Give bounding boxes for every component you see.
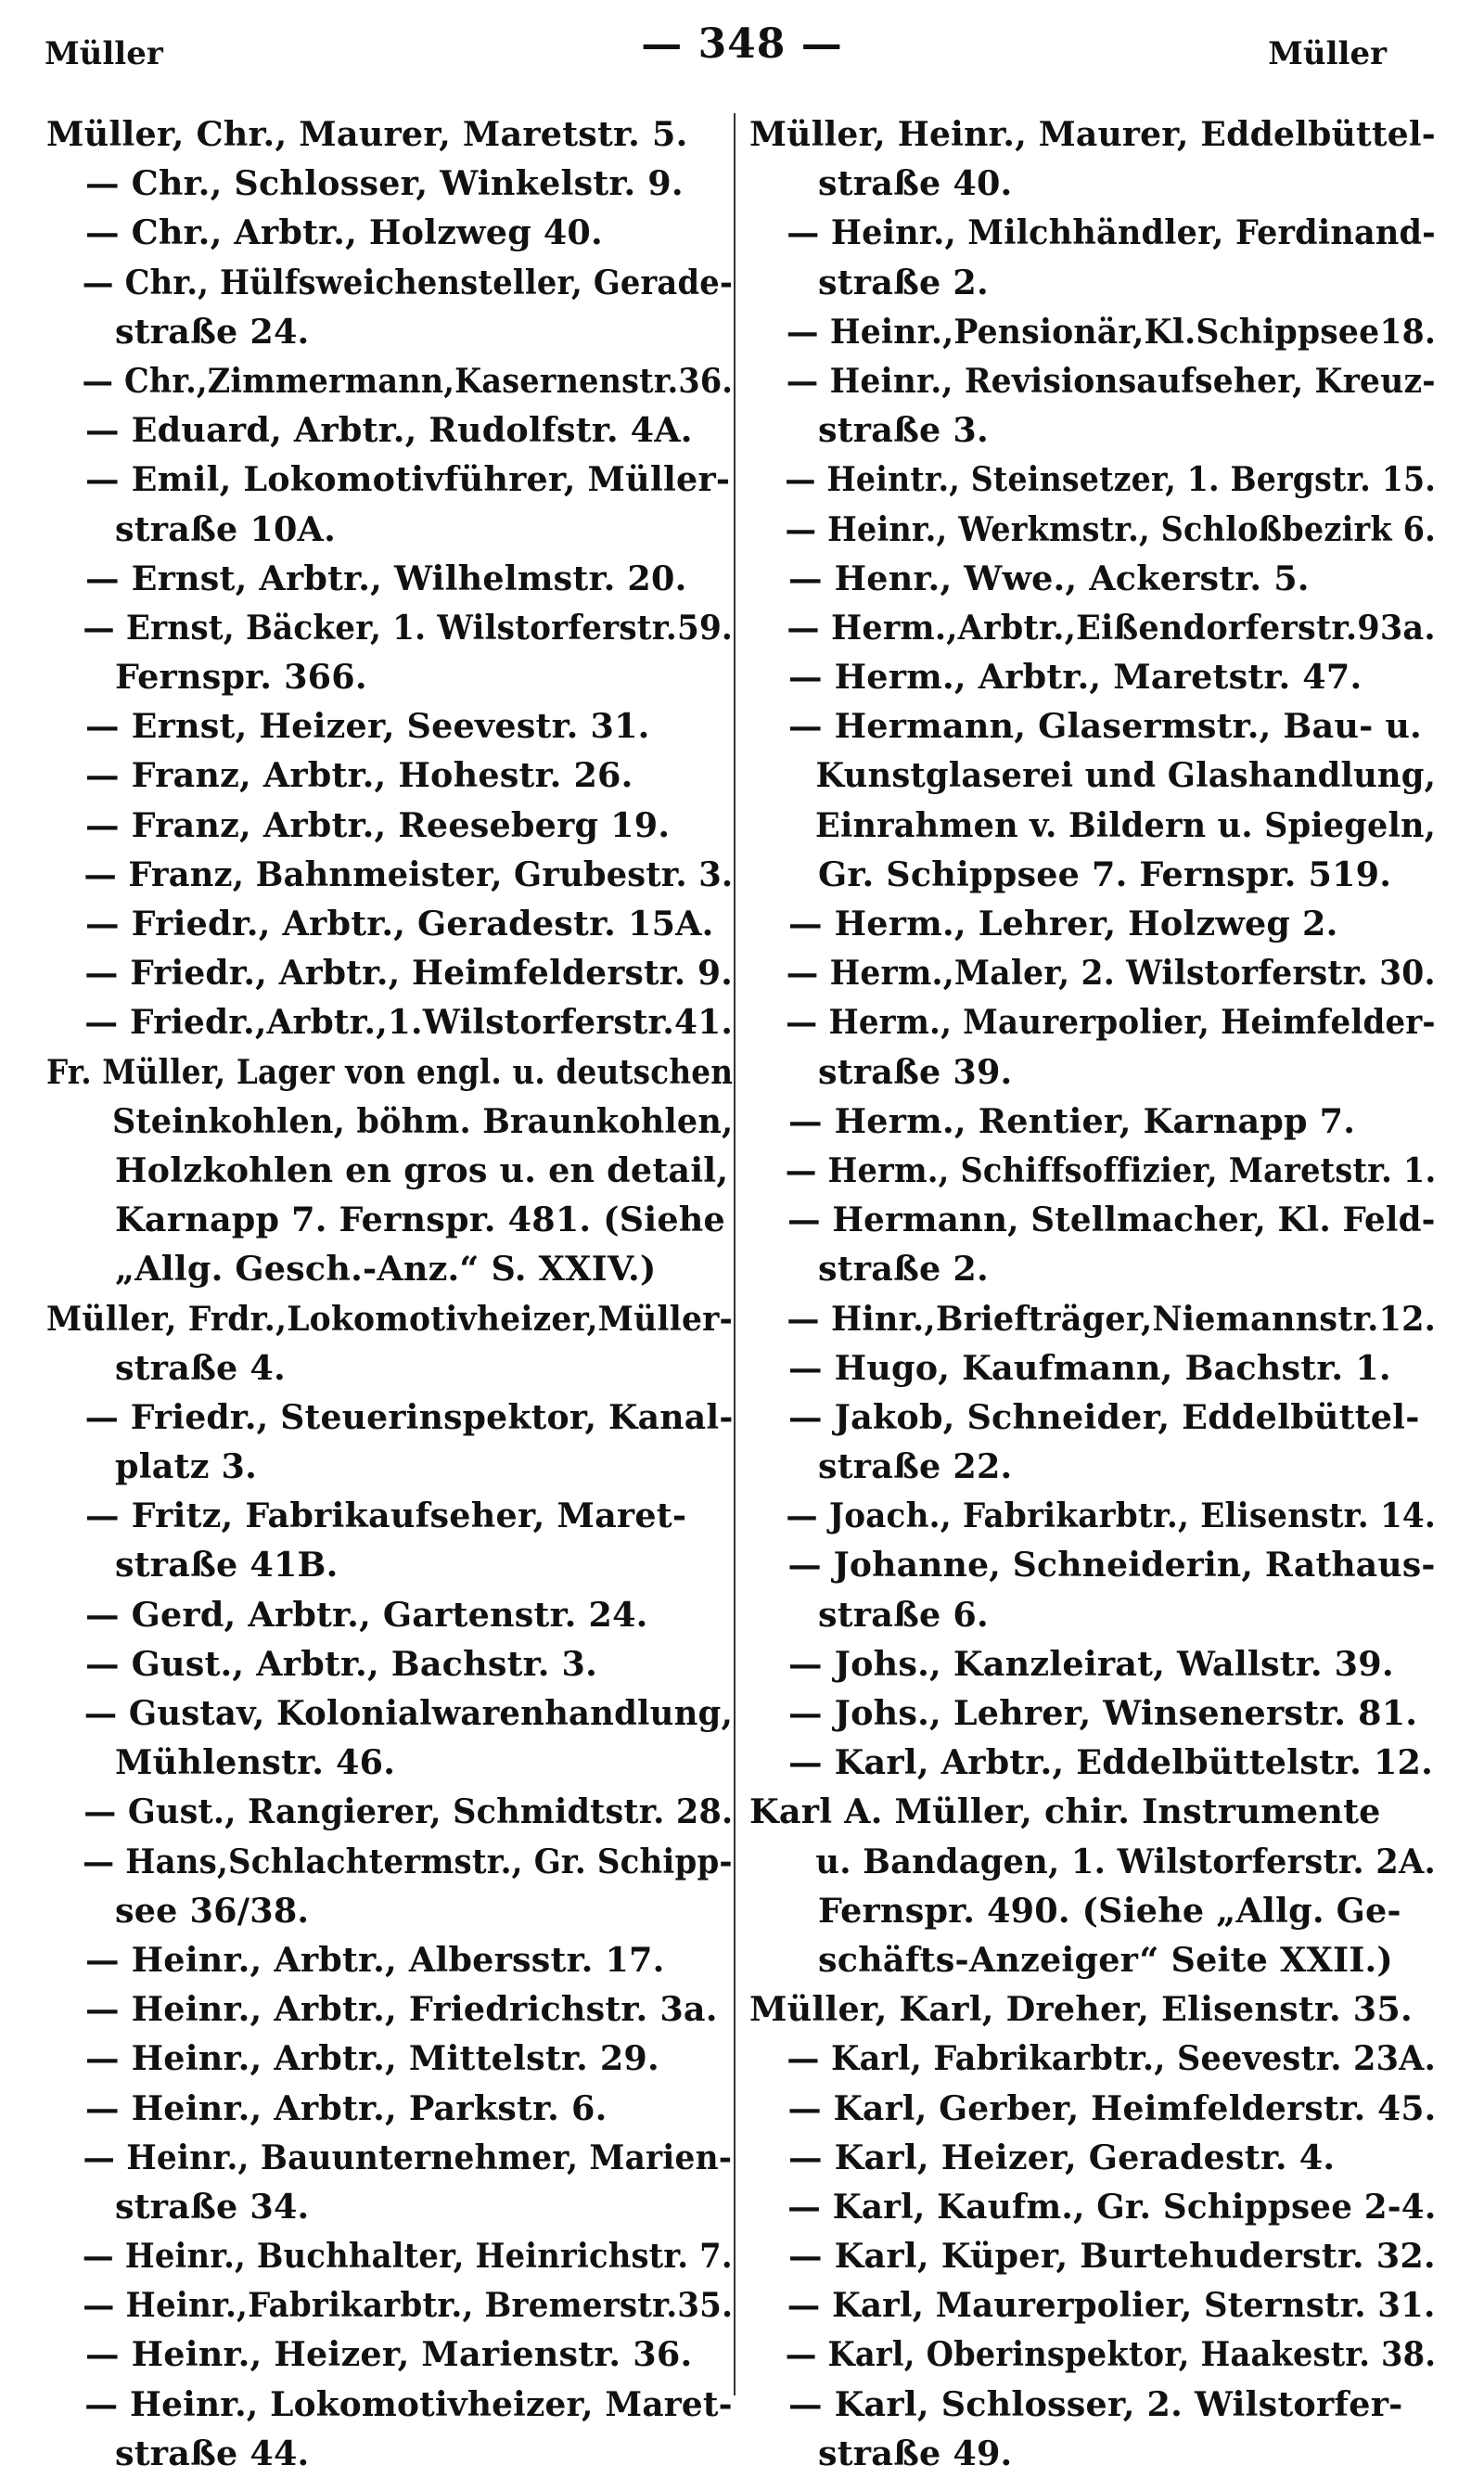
directory-entry-line: straße 41B. bbox=[115, 1545, 339, 1586]
running-head-left: Müller bbox=[45, 35, 163, 72]
directory-entry-line: Fr. Müller, Lager von engl. u. deutschen bbox=[46, 1051, 734, 1092]
directory-entry-line: straße 2. bbox=[818, 1249, 989, 1290]
directory-entry-line: Müller, Frdr.,Lokomotivheizer,Müller- bbox=[46, 1298, 734, 1339]
left-column bbox=[46, 109, 733, 2478]
directory-entry-line: — Hermann, Glasermstr., Bau- u. bbox=[788, 706, 1422, 747]
directory-entry-line: — Heinr., Arbtr., Mittelstr. 29. bbox=[85, 2038, 659, 2079]
running-head-right: Müller bbox=[1268, 35, 1387, 72]
directory-entry-line: — Franz, Arbtr., Reeseberg 19. bbox=[85, 804, 671, 845]
directory-entry-line: — Herm., Lehrer, Holzweg 2. bbox=[788, 904, 1338, 944]
directory-entry-line: — Ernst, Heizer, Seevestr. 31. bbox=[85, 706, 650, 747]
directory-entry-line: — Herm.,Arbtr.,Eißendorferstr.93a. bbox=[787, 607, 1436, 648]
directory-entry-line: — Henr., Wwe., Ackerstr. 5. bbox=[788, 558, 1310, 598]
directory-entry-line: Müller, Heinr., Maurer, Eddelbüttel- bbox=[749, 114, 1436, 154]
directory-entry-line: — Gust., Rangierer, Schmidtstr. 28. bbox=[83, 1791, 734, 1832]
directory-entry-line: — Eduard, Arbtr., Rudolfstr. 4A. bbox=[85, 410, 693, 451]
directory-entry-line: — Heinr., Arbtr., Albersstr. 17. bbox=[85, 1939, 665, 1980]
directory-entry-line: — Franz, Bahnmeister, Grubestr. 3. bbox=[83, 854, 734, 894]
directory-entry-line: — Heinr., Arbtr., Parkstr. 6. bbox=[85, 2087, 608, 2128]
directory-entry-line: — Karl, Schlosser, 2. Wilstorfer- bbox=[788, 2383, 1403, 2424]
directory-entry-line: — Friedr., Arbtr., Geradestr. 15A. bbox=[85, 904, 714, 944]
directory-entry-line: u. Bandagen, 1. Wilstorferstr. 2A. bbox=[815, 1841, 1436, 1881]
directory-entry-line: — Ernst, Bäcker, 1. Wilstorferstr.59. bbox=[83, 607, 734, 648]
directory-entry-line: straße 4. bbox=[115, 1347, 286, 1388]
directory-entry-line: — Heintr., Steinsetzer, 1. Bergstr. 15. bbox=[785, 459, 1437, 500]
directory-entry-line: — Heinr., Bauunternehmer, Marien- bbox=[83, 2137, 733, 2177]
directory-entry-line: — Heinr.,Fabrikarbtr., Bremerstr.35. bbox=[83, 2285, 734, 2326]
directory-entry-line: — Friedr.,Arbtr.,1.Wilstorferstr.41. bbox=[84, 1002, 734, 1043]
directory-entry-line: — Karl, Maurerpolier, Sternstr. 31. bbox=[787, 2285, 1436, 2326]
directory-entry-line: see 36/38. bbox=[115, 1890, 310, 1931]
directory-entry-line: Müller, Karl, Dreher, Elisenstr. 35. bbox=[749, 1989, 1413, 2030]
directory-entry-line: — Johanne, Schneiderin, Rathaus- bbox=[787, 1545, 1436, 1586]
directory-entry-line: Gr. Schippsee 7. Fernspr. 519. bbox=[818, 854, 1392, 894]
directory-entry-line: — Gerd, Arbtr., Gartenstr. 24. bbox=[85, 1594, 648, 1635]
directory-entry-line: „Allg. Gesch.-Anz.“ S. XXIV.) bbox=[115, 1249, 657, 1290]
directory-entry-line: Mühlenstr. 46. bbox=[115, 1742, 396, 1783]
column-divider bbox=[734, 113, 736, 2395]
directory-entry-line: — Friedr., Steuerinspektor, Kanal- bbox=[84, 1396, 734, 1437]
directory-entry-line: — Johs., Lehrer, Winsenerstr. 81. bbox=[788, 1693, 1418, 1733]
directory-entry-line: straße 3. bbox=[818, 410, 989, 451]
directory-entry-line: platz 3. bbox=[115, 1446, 258, 1487]
directory-entry-line: straße 2. bbox=[818, 262, 989, 302]
page-number: — 348 — bbox=[641, 20, 843, 68]
directory-entry-line: — Hermann, Stellmacher, Kl. Feld- bbox=[787, 1200, 1436, 1240]
directory-entry-line: — Heinr., Heizer, Marienstr. 36. bbox=[85, 2334, 693, 2375]
directory-entry-line: — Herm., Arbtr., Maretstr. 47. bbox=[788, 657, 1362, 698]
directory-entry-line: — Karl, Heizer, Geradestr. 4. bbox=[788, 2137, 1336, 2177]
directory-entry-line: — Karl, Kaufm., Gr. Schippsee 2-4. bbox=[787, 2186, 1437, 2227]
directory-entry-line: — Heinr., Lokomotivheizer, Maret- bbox=[84, 2383, 733, 2424]
directory-entry-line: — Herm., Maurerpolier, Heimfelder- bbox=[786, 1002, 1436, 1043]
directory-entry-line: — Heinr., Werkmstr., Schloßbezirk 6. bbox=[785, 508, 1436, 549]
directory-entry-line: straße 22. bbox=[818, 1446, 1013, 1487]
directory-entry-line: — Heinr., Arbtr., Friedrichstr. 3a. bbox=[85, 1989, 718, 2030]
directory-entry-line: straße 39. bbox=[818, 1051, 1013, 1092]
directory-entry-line: straße 10A. bbox=[115, 508, 336, 549]
directory-entry-line: straße 6. bbox=[818, 1594, 989, 1635]
directory-entry-line: straße 49. bbox=[818, 2433, 1013, 2473]
directory-entry-line: — Chr., Arbtr., Holzweg 40. bbox=[85, 212, 603, 253]
directory-entry-line: — Fritz, Fabrikaufseher, Maret- bbox=[85, 1496, 687, 1536]
page-header bbox=[0, 20, 1484, 76]
directory-entry-line: Kunstglaserei und Glashandlung, bbox=[815, 755, 1437, 796]
directory-entry-line: Karl A. Müller, chir. Instrumente bbox=[749, 1791, 1381, 1832]
directory-entry-line: — Chr., Schlosser, Winkelstr. 9. bbox=[85, 163, 684, 204]
directory-entry-line: — Gustav, Kolonialwarenhandlung, bbox=[83, 1693, 734, 1733]
directory-entry-line: — Chr., Hülfsweichensteller, Gerade- bbox=[82, 262, 734, 302]
directory-entry-line: — Karl, Oberinspektor, Haakestr. 38. bbox=[785, 2334, 1437, 2375]
directory-entry-line: Holzkohlen en gros u. en detail, bbox=[115, 1149, 729, 1190]
directory-entry-line: Fernspr. 366. bbox=[115, 657, 367, 698]
directory-entry-line: — Franz, Arbtr., Hohestr. 26. bbox=[85, 755, 633, 796]
directory-entry-line: — Johs., Kanzleirat, Wallstr. 39. bbox=[788, 1643, 1394, 1684]
directory-entry-line: — Hugo, Kaufmann, Bachstr. 1. bbox=[788, 1347, 1391, 1388]
directory-entry-line: straße 40. bbox=[818, 163, 1013, 204]
right-column bbox=[749, 109, 1436, 2478]
directory-entry-line: — Heinr., Buchhalter, Heinrichstr. 7. bbox=[82, 2236, 733, 2277]
directory-entry-line: Einrahmen v. Bildern u. Spiegeln, bbox=[815, 804, 1437, 845]
directory-entry-line: — Gust., Arbtr., Bachstr. 3. bbox=[85, 1643, 598, 1684]
directory-entry-line: — Chr.,Zimmermann,Kasernenstr.36. bbox=[82, 360, 734, 401]
directory-entry-line: — Karl, Küper, Burtehuderstr. 32. bbox=[788, 2236, 1436, 2277]
directory-entry-line: straße 44. bbox=[115, 2433, 310, 2473]
directory-entry-line: straße 24. bbox=[115, 311, 310, 352]
directory-entry-line: Müller, Chr., Maurer, Maretstr. 5. bbox=[46, 114, 688, 154]
directory-entry-line: — Jakob, Schneider, Eddelbüttel- bbox=[788, 1396, 1420, 1437]
directory-entry-line: — Karl, Gerber, Heimfelderstr. 45. bbox=[787, 2087, 1437, 2128]
directory-entry-line: Karnapp 7. Fernspr. 481. (Siehe bbox=[115, 1200, 725, 1240]
directory-entry-line: Fernspr. 490. (Siehe „Allg. Ge- bbox=[818, 1890, 1401, 1931]
directory-entry-line: — Hans,Schlachtermstr., Gr. Schipp- bbox=[83, 1841, 733, 1881]
directory-entry-line: schäfts-Anzeiger“ Seite XXII.) bbox=[818, 1939, 1393, 1980]
directory-entry-line: — Heinr., Revisionsaufseher, Kreuz- bbox=[786, 360, 1436, 401]
directory-entry-line: — Karl, Fabrikarbtr., Seevestr. 23A. bbox=[787, 2038, 1436, 2079]
directory-entry-line: — Hinr.,Briefträger,Niemannstr.12. bbox=[787, 1298, 1437, 1339]
directory-entry-line: — Joach., Fabrikarbtr., Elisenstr. 14. bbox=[786, 1496, 1437, 1536]
directory-entry-line: — Herm., Rentier, Karnapp 7. bbox=[788, 1100, 1356, 1141]
directory-entry-line: — Heinr., Milchhändler, Ferdinand- bbox=[787, 212, 1436, 253]
directory-entry-line: straße 34. bbox=[115, 2186, 310, 2227]
directory-entry-line: — Karl, Arbtr., Eddelbüttelstr. 12. bbox=[788, 1742, 1434, 1783]
directory-entry-line: — Herm., Schiffsoffizier, Maretstr. 1. bbox=[785, 1149, 1437, 1190]
directory-entry-line: — Emil, Lokomotivführer, Müller- bbox=[85, 459, 731, 500]
directory-entry-line: Steinkohlen, böhm. Braunkohlen, bbox=[111, 1100, 734, 1141]
directory-entry-line: — Ernst, Arbtr., Wilhelmstr. 20. bbox=[85, 558, 687, 598]
directory-entry-line: — Heinr.,Pensionär,Kl.Schippsee18. bbox=[786, 311, 1437, 352]
directory-entry-line: — Herm.,Maler, 2. Wilstorferstr. 30. bbox=[786, 953, 1436, 994]
directory-entry-line: — Friedr., Arbtr., Heimfelderstr. 9. bbox=[84, 953, 733, 994]
